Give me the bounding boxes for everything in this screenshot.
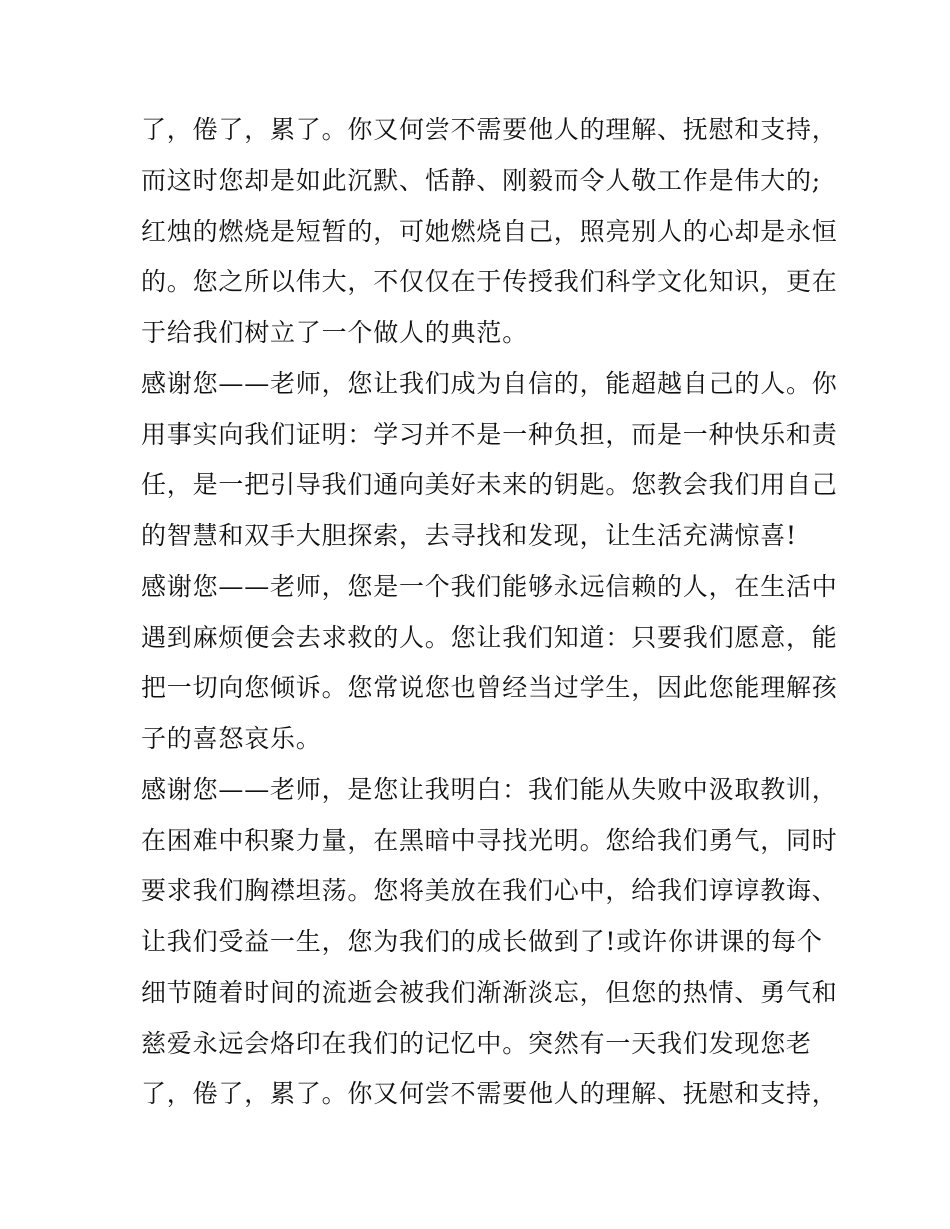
text-line: 红烛的燃烧是短暂的，可她燃烧自己，照亮别人的心却是永恒 (141, 217, 838, 246)
text-line: 任，是一把引导我们通向美好未来的钥匙。您教会我们用自己 (141, 470, 838, 499)
text-line: 的智慧和双手大胆探索，去寻找和发现，让生活充满惊喜! (141, 521, 797, 550)
text-line: 感谢您——老师，您让我们成为自信的，能超越自己的人。你 (141, 369, 838, 398)
text-line: 用事实向我们证明：学习并不是一种负担，而是一种快乐和责 (141, 420, 838, 449)
text-line: 子的喜怒哀乐。 (141, 724, 322, 753)
text-line: 遇到麻烦便会去求救的人。您让我们知道：只要我们愿意，能 (141, 623, 838, 652)
text-line: 的。您之所以伟大，不仅仅在于传授我们科学文化知识，更在 (141, 267, 838, 296)
text-line: 细节随着时间的流逝会被我们渐渐淡忘，但您的热情、勇气和 (141, 978, 838, 1007)
text-line: 于给我们树立了一个做人的典范。 (141, 318, 529, 347)
text-line: 慈爱永远会烙印在我们的记忆中。突然有一天我们发现您老 (141, 1029, 812, 1058)
text-line: 了，倦了，累了。你又何尝不需要他人的理解、抚慰和支持， (141, 1079, 838, 1108)
text-line: 要求我们胸襟坦荡。您将美放在我们心中，给我们谆谆教诲、 (141, 876, 838, 905)
text-line: 让我们受益一生，您为我们的成长做到了!或许你讲课的每个 (141, 927, 823, 956)
text-line: 把一切向您倾诉。您常说您也曾经当过学生，因此您能理解孩 (141, 673, 838, 702)
text-line: 感谢您——老师，是您让我明白：我们能从失败中汲取教训， (141, 775, 838, 804)
text-line: 而这时您却是如此沉默、恬静、刚毅而令人敬工作是伟大的; (141, 166, 822, 195)
text-line: 在困难中积聚力量，在黑暗中寻找光明。您给我们勇气，同时 (141, 826, 838, 855)
text-line: 了，倦了，累了。你又何尝不需要他人的理解、抚慰和支持， (141, 115, 838, 144)
text-line: 感谢您——老师，您是一个我们能够永远信赖的人，在生活中 (141, 572, 838, 601)
